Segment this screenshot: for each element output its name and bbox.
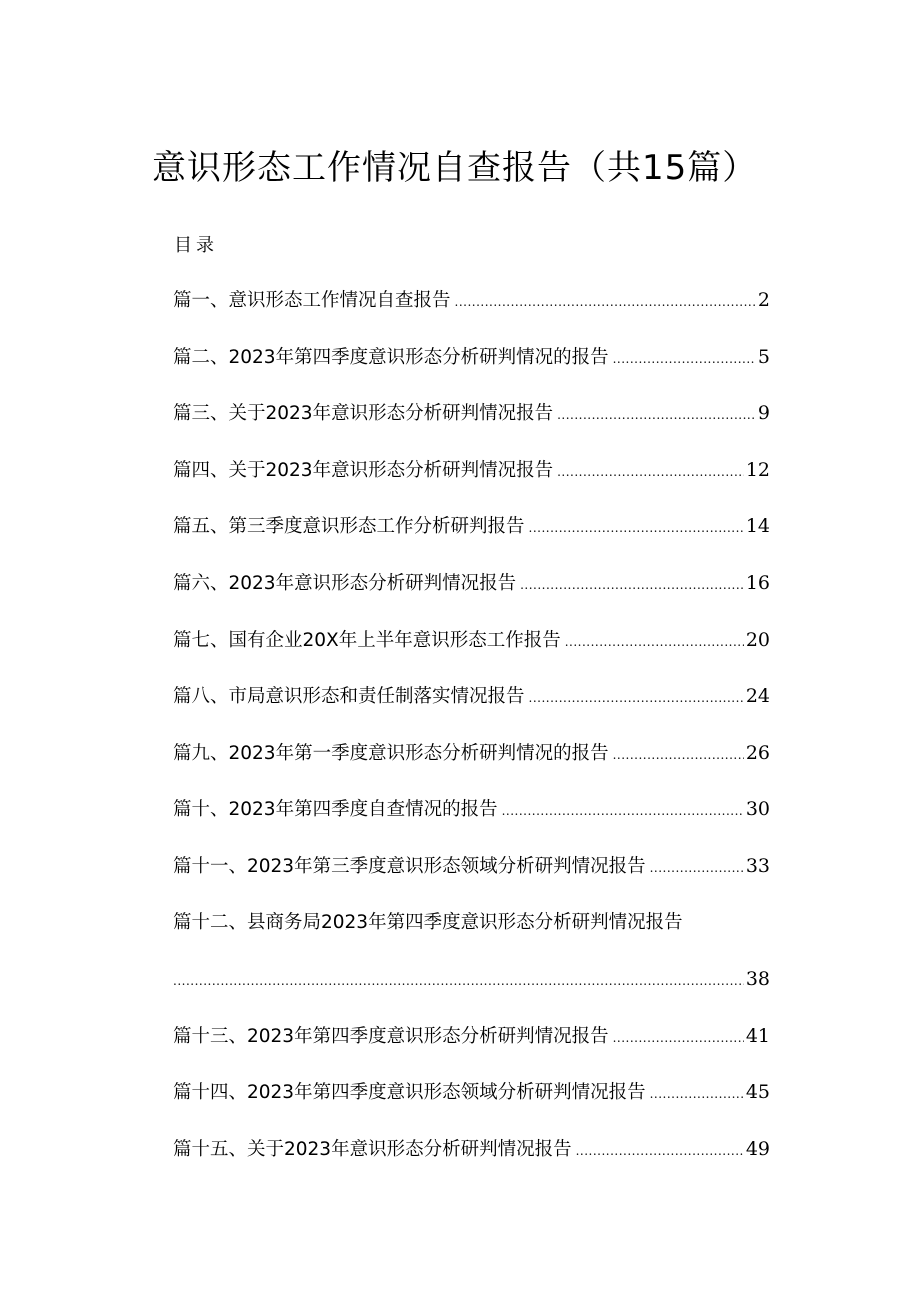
toc-entry-title: 篇二、2023年第四季度意识形态分析研判情况的报告: [173, 346, 609, 368]
toc-dot-leader: [173, 965, 744, 995]
toc-page-number: 9: [757, 402, 770, 425]
toc-entry-title: 篇六、2023年意识形态分析研判情况报告: [173, 572, 517, 594]
toc-page-number: 5: [757, 345, 770, 368]
toc-dot-leader: [613, 1022, 744, 1052]
toc-heading: 目录: [174, 235, 218, 256]
toc-entry-title: 篇十三、2023年第四季度意识形态分析研判情况报告: [173, 1025, 609, 1047]
toc-entry-title: 篇三、关于2023年意识形态分析研判情况报告: [173, 403, 554, 425]
toc-dot-leader: [650, 1078, 744, 1108]
toc-entry[interactable]: [173, 793, 770, 850]
toc-page-number: 33: [745, 854, 770, 877]
toc-page-number: 30: [745, 798, 770, 821]
toc-page-number: 49: [745, 1137, 770, 1160]
toc-dot-leader: [557, 399, 756, 429]
toc-dot-leader: [565, 626, 744, 656]
toc-dot-leader: [502, 795, 744, 825]
toc-entry[interactable]: [173, 397, 770, 454]
toc-entry[interactable]: [173, 567, 770, 624]
toc-dot-leader: [613, 739, 744, 769]
toc-entry[interactable]: [173, 1076, 770, 1133]
toc-entry-title: 篇十二、县商务局2023年第四季度意识形态分析研判情况报告: [173, 911, 683, 933]
toc-page-number: 41: [745, 1024, 770, 1047]
toc-page-number: 45: [745, 1081, 770, 1104]
toc-page-number: 38: [745, 967, 770, 990]
toc-dot-leader: [557, 456, 744, 486]
toc-page-number: 12: [745, 458, 770, 481]
toc-dot-leader: [613, 343, 756, 373]
toc-entry-title: 篇十五、关于2023年意识形态分析研判情况报告: [173, 1138, 572, 1160]
toc-dot-leader: [650, 852, 744, 882]
toc-entry[interactable]: [173, 454, 770, 511]
toc-page-number: 2: [757, 289, 770, 311]
table-of-contents: [173, 284, 770, 1189]
toc-entry[interactable]: [173, 510, 770, 567]
toc-page-number: 20: [745, 628, 770, 651]
toc-entry-title: 篇十一、2023年第三季度意识形态领域分析研判情况报告: [173, 855, 646, 877]
toc-entry-title: 篇十、2023年第四季度自查情况的报告: [173, 799, 498, 821]
toc-entry[interactable]: [173, 1133, 770, 1190]
toc-dot-leader: [529, 682, 744, 712]
toc-entry[interactable]: [173, 1020, 770, 1077]
toc-entry[interactable]: [173, 680, 770, 737]
toc-entry-title: 篇四、关于2023年意识形态分析研判情况报告: [173, 459, 554, 481]
toc-entry[interactable]: [173, 284, 770, 341]
toc-dot-leader: [529, 512, 744, 542]
toc-dot-leader: [520, 569, 744, 599]
toc-dot-leader: [455, 286, 756, 316]
toc-page-number: 26: [745, 741, 770, 764]
toc-entry[interactable]: [173, 850, 770, 907]
toc-entry-title: 篇十四、2023年第四季度意识形态领域分析研判情况报告: [173, 1082, 646, 1104]
toc-dot-leader: [576, 1135, 744, 1165]
toc-entry[interactable]: [173, 907, 770, 1020]
document-title: 意识形态工作情况自查报告（共15篇）: [152, 148, 758, 188]
toc-entry-title: 篇一、意识形态工作情况自查报告: [173, 290, 451, 311]
toc-page-number: 24: [745, 685, 770, 708]
toc-page-number: 16: [745, 571, 770, 594]
toc-entry[interactable]: [173, 624, 770, 681]
toc-entry-title: 篇九、2023年第一季度意识形态分析研判情况的报告: [173, 742, 609, 764]
toc-entry[interactable]: [173, 341, 770, 398]
toc-entry-title: 篇七、国有企业20X年上半年意识形态工作报告: [173, 629, 561, 651]
toc-entry-title: 篇八、市局意识形态和责任制落实情况报告: [173, 686, 525, 708]
toc-entry[interactable]: [173, 737, 770, 794]
toc-page-number: 14: [745, 515, 770, 538]
toc-entry-title: 篇五、第三季度意识形态工作分析研判报告: [173, 516, 525, 538]
